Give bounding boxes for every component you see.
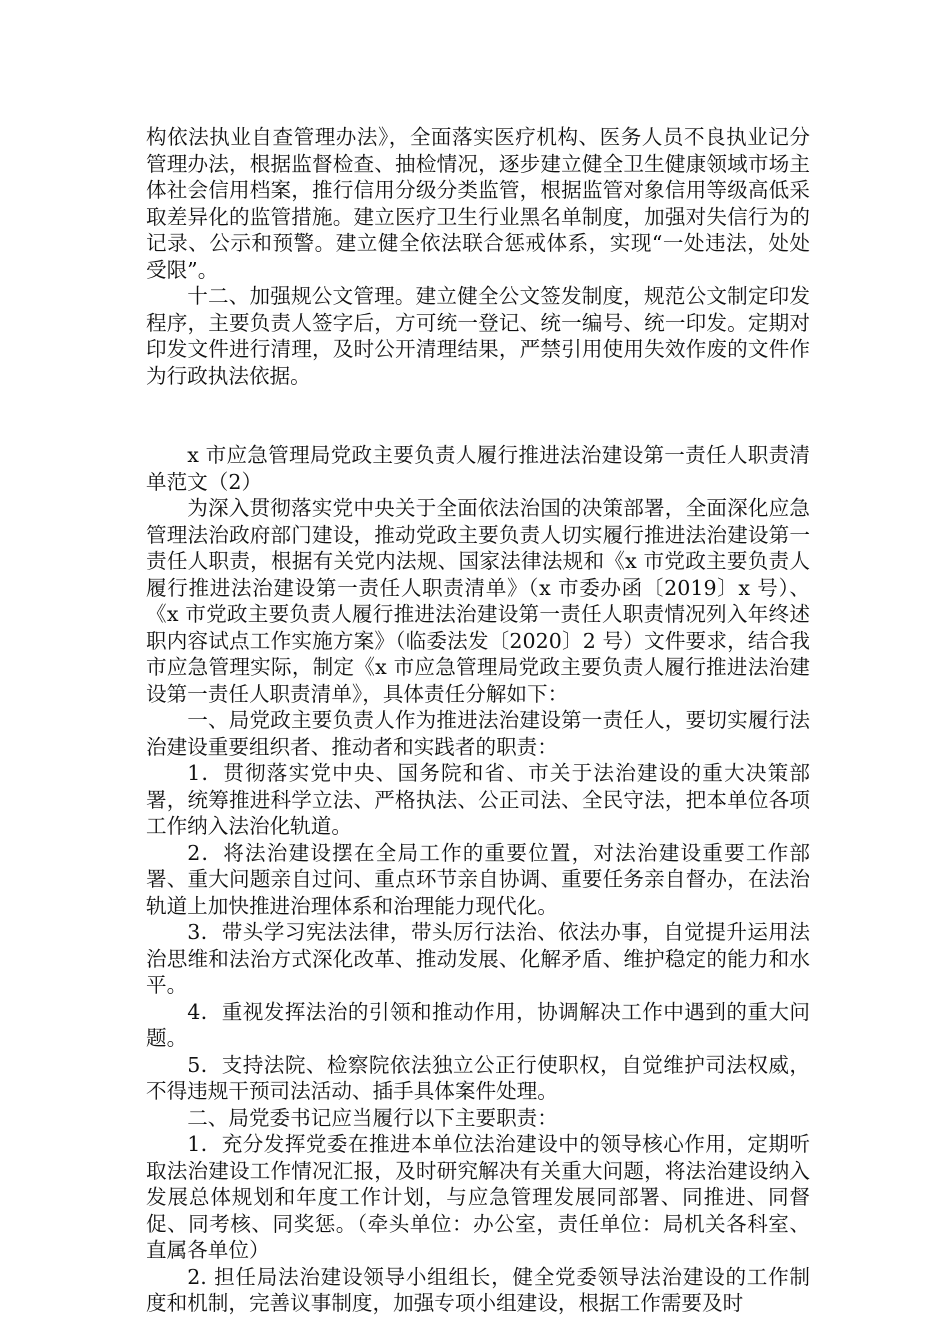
paragraph-section-one: 一、局党政主要负责人作为推进法治建设第一责任人，要切实履行法治建设重要组织者、推动者和实践者的职责： xyxy=(146,708,810,759)
paragraph-sub-item-1: 1．充分发挥党委在推进本单位法治建设中的领导核心作用，定期听取法治建设工作情况汇报，及时研究解决有关重大问题，将法治建设纳入发展总体规划和年度工作计划，与应急管理发展同部署、同推进、同督促、同考核、同奖惩。（牵头单位：办公室，责任单位：局机关各科室、直属各单位） xyxy=(146,1132,810,1262)
paragraph-item-4: 4．重视发挥法治的引领和推动作用，协调解决工作中遇到的重大问题。 xyxy=(146,999,810,1050)
paragraph-item-2: 2．将法治建设摆在全局工作的重要位置，对法治建设重要工作部署、重大问题亲自过问、重点环节亲自协调、重要任务亲自督办，在法治轨道上加快推进治理体系和治理能力现代化。 xyxy=(146,840,810,918)
section-spacer xyxy=(146,389,810,442)
paragraph-item-5: 5．支持法院、检察院依法独立公正行使职权，自觉维护司法权威，不得违规干预司法活动、插手具体案件处理。 xyxy=(146,1052,810,1103)
paragraph-top-1: 构依法执业自查管理办法》，全面落实医疗机构、医务人员不良执业记分管理办法，根据监督检查、抽检情况，逐步建立健全卫生健康领域市场主体社会信用档案，推行信用分级分类监管，根据监管对象信用等级高低采取差异化的监管措施。建立医疗卫生行业黑名单制度，加强对失信行为的记录、公示和预警。建立健全依法联合惩戒体系，实现“一处违法，处处受限”。 xyxy=(146,125,810,282)
paragraph-intro: 为深入贯彻落实党中央关于全面依法治国的决策部署，全面深化应急管理法治政府部门建设，推动党政主要负责人切实履行推进法治建设第一责任人职责，根据有关党内法规、国家法律法规和《x 市党政主要负责人履行推进法治建设第一责任人职责清单》（x 市委办函〔2019〕x 号）、《x 市党政主要负责人履行推进法治建设第一责任人职责情况列入年终述职内容试点工作实施方案》（临委法发〔2020〕2 号）文件要求，结合我市应急管理实际，制定《x 市应急管理局党政主要负责人履行推进法治建设第一责任人职责清单》，具体责任分解如下： xyxy=(146,496,810,706)
paragraph-top-2: 十二、加强规公文管理。建立健全公文签发制度，规范公文制定印发程序，主要负责人签字后，方可统一登记、统一编号、统一印发。定期对印发文件进行清理，及时公开清理结果，严禁引用使用失效作废的文件作为行政执法依据。 xyxy=(146,284,810,388)
paragraph-item-3: 3．带头学习宪法法律，带头厉行法治、依法办事，自觉提升运用法治思维和法治方式深化改革、推动发展、化解矛盾、维护稳定的能力和水平。 xyxy=(146,920,810,997)
paragraph-section-two: 二、局党委书记应当履行以下主要职责： xyxy=(187,1105,558,1130)
section-title: x 市应急管理局党政主要负责人履行推进法治建设第一责任人职责清单范文（2） xyxy=(146,443,810,494)
document-page xyxy=(146,124,810,1317)
paragraph-item-1: 1．贯彻落实党中央、国务院和省、市关于法治建设的重大决策部署，统筹推进科学立法、严格执法、公正司法、全民守法，把本单位各项工作纳入法治化轨道。 xyxy=(146,761,810,838)
paragraph-sub-item-2: 2. 担任局法治建设领导小组组长，健全党委领导法治建设的工作制度和机制，完善议事制度，加强专项小组建设，根据工作需要及时 xyxy=(146,1264,810,1315)
